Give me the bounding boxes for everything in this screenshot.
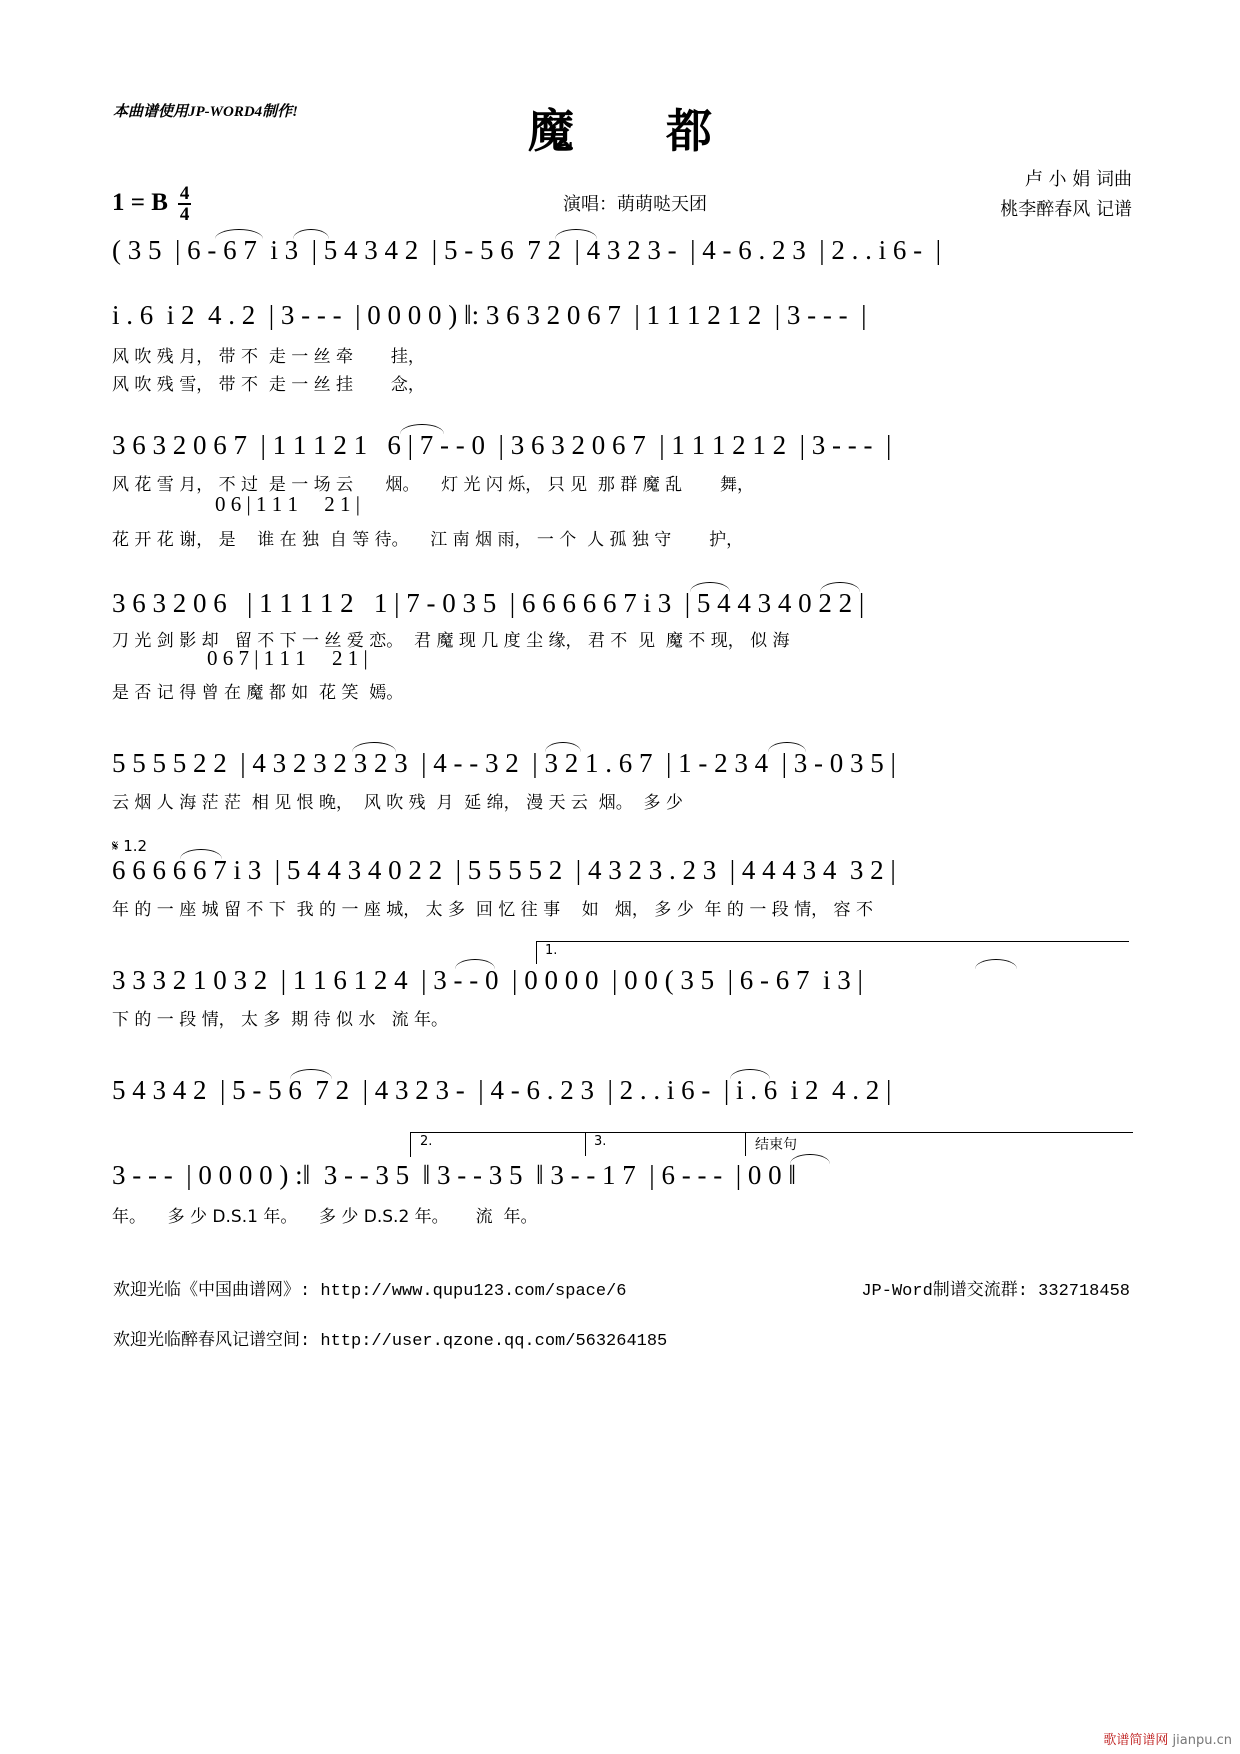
tie-mark [455, 959, 495, 969]
time-signature-numerator: 4 [179, 183, 190, 204]
score-line-5-notes: 5 5 5 5 2 2 | 4 3 2 3 2 3 2 3 | 4 - - 3 2 | 3 2 1 . 6 7 | 1 - 2 3 4 | 3 - 0 3 5 | [112, 748, 896, 778]
score-line-2-notes: i . 6 i 2 4 . 2 | 3 - - - | 0 0 0 0 ) ‖: 3 6 3 2 0 6 7 | 1 1 1 2 1 2 | 3 - - - | [112, 300, 867, 330]
score-line-1-notes: ( 3 5 | 6 - 6 7 i 3 | 5 4 3 4 2 | 5 - 5 6 7 2 | 4 3 2 3 - | 4 - 6 . 2 3 | 2 . . i 6 - | [112, 235, 942, 265]
third-ending-label: 3. [594, 1134, 607, 1149]
score-line-4-notes: 3 6 3 2 0 6 | 1 1 1 1 2 1 | 7 - 0 3 5 | 6 6 6 6 6 7 i 3 | 5 4 4 3 4 0 2 2 | [112, 588, 865, 618]
footer-link-qzone[interactable]: 欢迎光临醉春风记谱空间: http://user.qzone.qq.com/563264185 [113, 1332, 668, 1351]
time-signature [178, 184, 192, 224]
score-line-3-alt-notes: 0 6 | 1 1 1 2 1 | [215, 492, 360, 516]
ending-divider [585, 1132, 586, 1156]
watermark-url: jianpu.cn [1172, 1733, 1232, 1748]
watermark [1103, 1729, 1232, 1748]
score-line-7-notes: 3 3 3 2 1 0 3 2 | 1 1 6 1 2 4 | 3 - - 0 | 0 0 0 0 | 0 0 ( 3 5 | 6 - 6 7 i 3 | [112, 965, 863, 995]
tie-mark [180, 849, 222, 859]
score-line-6-notes: 6 6 6 6 6 7 i 3 | 5 4 4 3 4 0 2 2 | 5 5 5 5 2 | 4 3 2 3 . 2 3 | 4 4 4 3 4 3 2 | [112, 855, 896, 885]
score-line-3-lyrics-2: 花 开 花 谢， 是 谁 在 独 自 等 待。 江 南 烟 雨， 一 个 人 孤 独 守 护， [112, 530, 744, 550]
coda-label: 结束句 [755, 1137, 797, 1153]
page-title: 魔 都 [527, 104, 750, 158]
footer-link-qupu[interactable]: 欢迎光临《中国曲谱网》: http://www.qupu123.com/space/6 [113, 1282, 627, 1301]
credit-composer: 卢 小 娟 词曲 [1024, 169, 1132, 190]
score-line-4-lyrics-1: 刀 光 剑 影 却 留 不 下 一 丝 爱 恋。 君 魔 现 几 度 尘 缘， 君 不 见 魔 不 现， 似 海 [112, 631, 790, 651]
tie-mark [545, 742, 581, 752]
score-line-8-notes: 5 4 3 4 2 | 5 - 5 6 7 2 | 4 3 2 3 - | 4 - 6 . 2 3 | 2 . . i 6 - | i . 6 i 2 4 . 2 | [112, 1075, 892, 1105]
segno-mark: 𝄋 1.2 [112, 837, 148, 855]
tie-mark [400, 424, 444, 434]
score-line-2-lyrics-2: 风 吹 残 雪， 带 不 走 一 丝 挂 念， [112, 375, 425, 395]
first-ending-bracket [536, 941, 1129, 964]
score-line-5-lyrics: 云 烟 人 海 茫 茫 相 见 恨 晚， 风 吹 残 月 延 绵， 漫 天 云 烟。 多 少 [112, 793, 683, 813]
tie-mark [730, 1069, 770, 1079]
tie-mark [768, 742, 806, 752]
tie-mark [293, 229, 329, 239]
score-line-6-lyrics: 年 的 一 座 城 留 不 下 我 的 一 座 城， 太 多 回 忆 往 事 如 烟， 多 少 年 的 一 段 情， 容 不 [112, 900, 873, 920]
tie-mark [690, 582, 730, 592]
score-line-9-notes: 3 - - - | 0 0 0 0 ) :‖ 3 - - 3 5 ‖ 3 - - 3 5 ‖ 3 - - 1 7 | 6 - - - | 0 0 ‖ [112, 1160, 796, 1190]
tie-mark [290, 1069, 332, 1079]
tie-mark [820, 582, 860, 592]
tie-mark [555, 229, 597, 239]
first-ending-label: 1. [545, 943, 558, 958]
second-ending-label: 2. [420, 1134, 433, 1149]
score-line-4-lyrics-2: 是 否 记 得 曾 在 魔 都 如 花 笑 嫣。 [112, 683, 404, 703]
time-signature-denominator: 4 [179, 204, 190, 225]
maker-note: 本曲谱使用JP-WORD4制作! [113, 104, 299, 120]
score-line-7-lyrics: 下 的 一 段 情， 太 多 期 待 似 水 流 年。 [112, 1010, 449, 1030]
ending-divider [745, 1132, 746, 1156]
score-line-4-alt-notes: 0 6 7 | 1 1 1 2 1 | [207, 646, 368, 670]
credit-transcriber: 桃李醉春风 记谱 [1000, 199, 1132, 220]
score-line-3-notes: 3 6 3 2 0 6 7 | 1 1 1 2 1 6 | 7 - - 0 | 3 6 3 2 0 6 7 | 1 1 1 2 1 2 | 3 - - - | [112, 430, 892, 460]
singer-label: 演唱：萌萌哒天团 [563, 194, 707, 215]
score-line-9-lyrics: 年。 多 少 D.S.1 年。 多 少 D.S.2 年。 流 年。 [112, 1207, 538, 1227]
key-signature [112, 183, 191, 223]
footer-qq-group: JP-Word制谱交流群: 332718458 [861, 1282, 1130, 1301]
tie-mark [215, 229, 263, 239]
score-line-2-lyrics-1: 风 吹 残 月， 带 不 走 一 丝 牵 挂， [112, 347, 425, 367]
score-line-3-lyrics-1: 风 花 雪 月， 不 过 是 一 场 云 烟。 灯 光 闪 烁， 只 见 那 群 魔 乱 舞， [112, 475, 754, 495]
credits [1000, 165, 1132, 225]
tie-mark [352, 742, 396, 752]
key-signature-text: 1 = B [112, 189, 168, 216]
watermark-text: 歌谱简谱网 [1103, 1733, 1169, 1748]
